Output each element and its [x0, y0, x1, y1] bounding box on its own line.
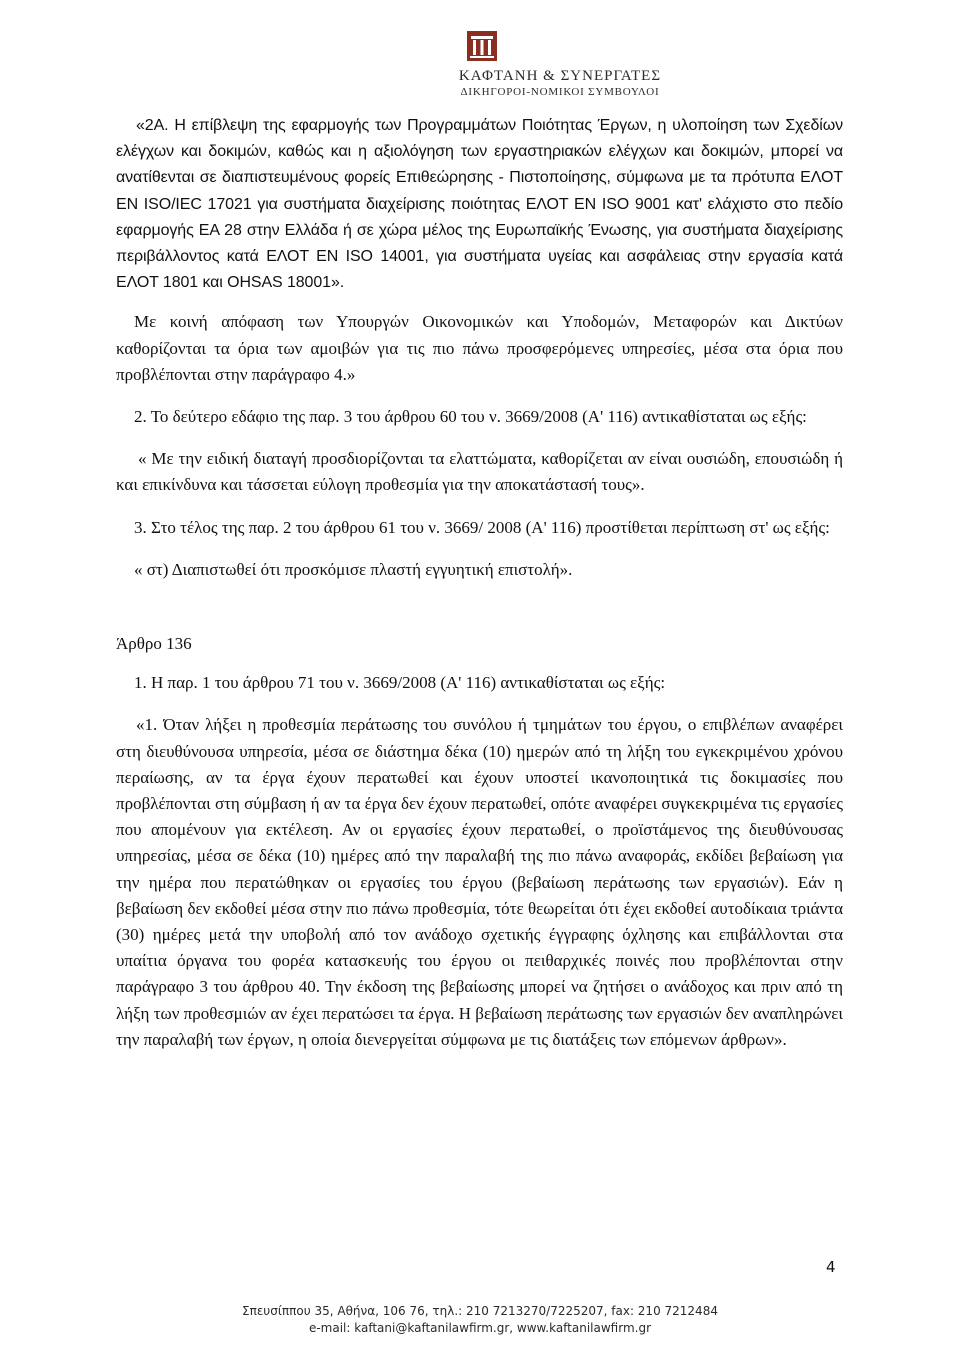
firm-name: ΚΑΦΤΑΝΗ & ΣΥΝΕΡΓΑΤΕΣ	[458, 68, 662, 84]
firm-subtitle: ΔΙΚΗΓΟΡΟΙ-ΝΟΜΙΚΟΙ ΣΥΜΒΟΥΛΟΙ	[460, 86, 660, 98]
paragraph-item-2: 2. Το δεύτερο εδάφιο της παρ. 3 του άρθρου 60 του ν. 3669/2008 (Α' 116) αντικαθίσταται ως εξής:	[134, 407, 807, 427]
document-body	[116, 113, 843, 1053]
page-number: 4	[826, 1258, 836, 1276]
paragraph-case-st-quote: « στ) Διαπιστωθεί ότι προσκόμισε πλαστή εγγυητική επιστολή».	[134, 559, 573, 579]
paragraph-joint-decision: Με κοινή απόφαση των Υπουργών Οικονομικών και Υποδομών, Μεταφορών και Δικτύων καθορίζονται τα όρια των αμοιβών για τις πιο πάνω προσφερόμενες υπηρεσίες, μέσα στα όρια που προβλέπονται στην παράγραφο 4.»	[116, 312, 843, 384]
paragraph-item-3: 3. Στο τέλος της παρ. 2 του άρθρου 61 του ν. 3669/ 2008 (Α' 116) προστίθεται περίπτωση στ' ως εξής:	[134, 517, 830, 537]
columned-building-icon	[466, 30, 498, 62]
footer-contact: e-mail: kaftani@kaftanilawfirm.gr, www.kaftanilawfirm.gr	[308, 1321, 652, 1335]
paragraph-completion-quote: «1. Όταν λήξει η προθεσμία περάτωσης του συνόλου ή τμημάτων του έργου, ο επιβλέπων αναφέρει στη διευθύνουσα υπηρεσία, μέσα σε διάστημα δέκα (10) ημερών από τη λήξη του εγκεκριμένου χρόνου περαίωσης, αν τα έργα έχουν περατωθεί και έχουν υποστεί ικανοποιητικά τις δοκιμασίες που προβλέπονται στη σύμβαση ή αν τα έργα δεν έχουν περατωθεί, οπότε αναφέρει συγκεκριμένα τις εργασίες που απομένουν για εκτέλεση. Αν οι εργασίες έχουν περατωθεί, ο προϊστάμενος της διευθύνουσας υπηρεσίας, μέσα σε δέκα (10) ημέρες από την παραλαβή της πιο πάνω αναφοράς, εκδίδει βεβαίωση για την ημέρα που περατώθηκαν οι εργασίες του έργου (βεβαίωση περάτωσης των εργασιών). Εάν η βεβαίωση δεν εκδοθεί μέσα στην πιο πάνω προθεσμία, τότε θεωρείται ότι έχει εκδοθεί αυτοδίκαια τριάντα (30) ημέρες μετά την υποβολή από τον ανάδοχο σχετικής έγγραφης όχλησης και επιβάλλονται στα υπαίτια όργανα του φορέα κατασκευής του έργου οι πειθαρχικές ποινές που προβλέπονται στην παράγραφο 3 του άρθρου 40. Την έκδοση της βεβαίωσης μπορεί να ζητήσει ο ανάδοχος και πριν από τη λήξη των προθεσμιών αν έχει περατώσει τα έργα. Η βεβαίωση περάτωσης των εργασιών δεν αναπληρώνει την παραλαβή των έργων, η οποία διενεργείται σύμφωνα με τις διατάξεις των επόμενων άρθρων».	[116, 715, 843, 1049]
article-heading: Άρθρο 136	[116, 634, 192, 654]
paragraph-special-order-quote: « Με την ειδική διαταγή προσδιορίζονται τα ελαττώματα, καθορίζεται αν είναι ουσιώδη, επουσιώδη ή και επικίνδυνα και τάσσεται εύλογη προθεσμία για την αποκατάστασή τους».	[116, 449, 843, 495]
paragraph-article-136-item-1: 1. Η παρ. 1 του άρθρου 71 του ν. 3669/2008 (Α' 116) αντικαθίσταται ως εξής:	[134, 673, 666, 693]
letterhead	[0, 30, 960, 99]
paragraph-2a-quote: «2Α. Η επίβλεψη της εφαρμογής των Προγραμμάτων Ποιότητας Έργων, η υλοποίηση των Σχεδίων ελέγχων και δοκιμών, καθώς και η αξιολόγηση των εργαστηριακών ελέγχων και δοκιμών, μπορεί να ανατίθενται σε διαπιστευμένους φορείς Επιθεώρησης - Πιστοποίησης, σύμφωνα με τα πρότυπα ΕΛΟΤ ΕΝ ISO/IEC 17021 για συστήματα διαχείρισης ποιότητας ΕΛΟΤ ΕΝ ISO 9001 κατ' ελάχιστο στο πεδίο εφαρμογής ΕΑ 28 στην Ελλάδα ή σε χώρα μέλος της Ευρωπαϊκής Ένωσης, για συστήματα διαχείρισης περιβάλλοντος κατά ΕΛΟΤ ΕΝ ISO 14001, για συστήματα υγείας και ασφάλειας στην εργασία κατά ΕΛΟΤ 1801 και OHSAS 18001».	[116, 117, 843, 292]
footer	[0, 1303, 960, 1337]
footer-address: Σπευσίππου 35, Αθήνα, 106 76, τηλ.: 210 7213270/7225207, fax: 210 7212484	[242, 1304, 718, 1318]
